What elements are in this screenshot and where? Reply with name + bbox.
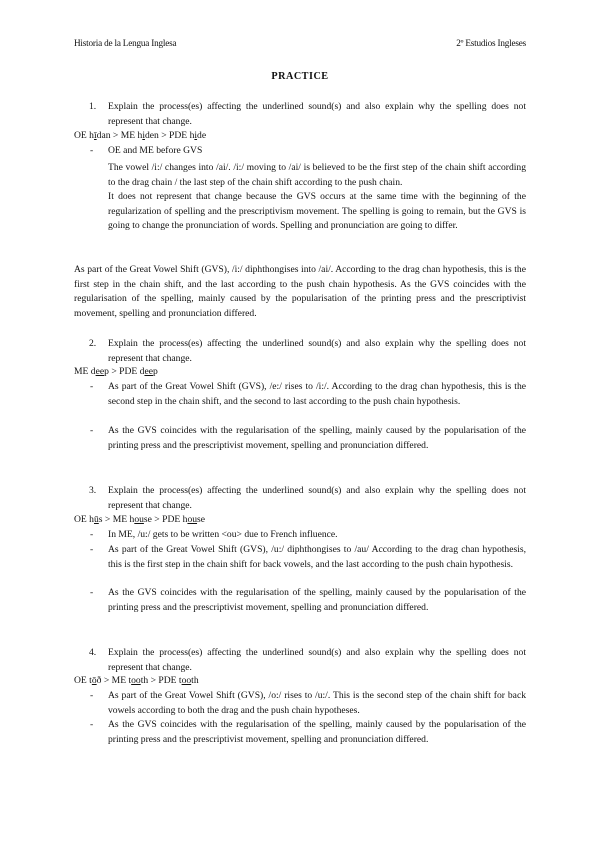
question-1-note-para-1: The vowel /i:/ changes into /ai/. /i:/ moving to /ai/ is believed to be the first step of the chain shift according to the drag chain / the last step of the chain shift according to the push chain. xyxy=(108,162,526,188)
page-title: PRACTICE xyxy=(271,71,329,82)
question-1-note-para-2: It does not represent that change because the GVS occurs at the same time with the beginning of the regularization of spelling and the prescriptivism movement. The spelling is going to remain, but the GVS is going to change the pronunciation of words. Spelling and pronunciation are going to differ. xyxy=(108,191,526,232)
header-course-title: Historia de la Lengua Inglesa xyxy=(74,38,177,48)
question-1-answer: As part of the Great Vowel Shift (GVS), /i:/ diphthongises into /ai/. According to the drag chan hypothesis, this is the first step in the chain shift, and the last according to the push chain hypothesis. As the GVS coincides with the regularisation of the spelling, mainly caused by the popularisation of the printing press and the prescriptivist movement, spelling and pronunciation differed. xyxy=(74,264,526,319)
bullet-dash: - xyxy=(90,145,94,156)
bullet-dash: - xyxy=(90,719,94,730)
question-2-number: 2. xyxy=(89,338,97,349)
question-1-etymology: OE hīdan > ME hiden > PDE hide xyxy=(74,130,207,141)
question-2-bullet-2: As the GVS coincides with the regularisation of the spelling, mainly caused by the popularisation of the printing press and the prescriptivist movement, spelling and pronunciation differed. xyxy=(108,425,526,451)
question-3-text: Explain the process(es) affecting the underlined sound(s) and also explain why the spelling does not represent that change. xyxy=(108,485,526,511)
bullet-dash: - xyxy=(90,425,94,436)
question-1-text: Explain the process(es) affecting the underlined sound(s) and also explain why the spelling does not represent that change. xyxy=(108,101,526,127)
question-3-etymology: OE hūs > ME house > PDE house xyxy=(74,514,206,525)
bullet-dash: - xyxy=(90,381,94,392)
bullet-dash: - xyxy=(90,587,94,598)
question-2-etymology: ME deep > PDE deep xyxy=(74,366,158,377)
bullet-dash: - xyxy=(90,529,94,540)
question-3-bullet-3: As the GVS coincides with the regularisation of the spelling, mainly caused by the popularisation of the printing press and the prescriptivist movement, spelling and pronunciation differed. xyxy=(108,587,526,613)
question-3-number: 3. xyxy=(89,485,97,496)
bullet-dash: - xyxy=(90,690,94,701)
question-2-text: Explain the process(es) affecting the underlined sound(s) and also explain why the spelling does not represent that change. xyxy=(108,338,526,364)
question-1-note-heading: OE and ME before GVS xyxy=(108,145,203,156)
question-4-text: Explain the process(es) affecting the underlined sound(s) and also explain why the spelling does not represent that change. xyxy=(108,647,526,673)
question-3-bullet-1: In ME, /u:/ gets to be written <ou> due to French influence. xyxy=(108,529,338,540)
question-3-bullet-2: As part of the Great Vowel Shift (GVS), /u:/ diphthongises to /au/ According to the drag chan hypothesis, this is the first step in the chain shift for back vowels, and the last according to the push chain hypothesis. xyxy=(108,544,526,570)
question-4-bullet-2: As the GVS coincides with the regularisation of the spelling, mainly caused by the popularisation of the printing press and the prescriptivist movement, spelling and pronunciation differed. xyxy=(108,719,526,745)
bullet-dash: - xyxy=(90,544,94,555)
question-2-bullet-1: As part of the Great Vowel Shift (GVS), /e:/ rises to /i:/. According to the drag chan hypothesis, this is the second step in the chain shift, and the second to last according to the push chain hypothesis. xyxy=(108,381,526,407)
question-4-bullet-1: As part of the Great Vowel Shift (GVS), /o:/ rises to /u:/. This is the second step of the chain shift for back vowels according to both the drag and the push chain hypotheses. xyxy=(108,690,526,716)
question-1-number: 1. xyxy=(89,101,97,112)
question-4-etymology: OE tōð > ME tooth > PDE tooth xyxy=(74,675,199,686)
question-4-number: 4. xyxy=(89,647,97,658)
header-course-level: 2º Estudios Ingleses xyxy=(456,38,526,48)
